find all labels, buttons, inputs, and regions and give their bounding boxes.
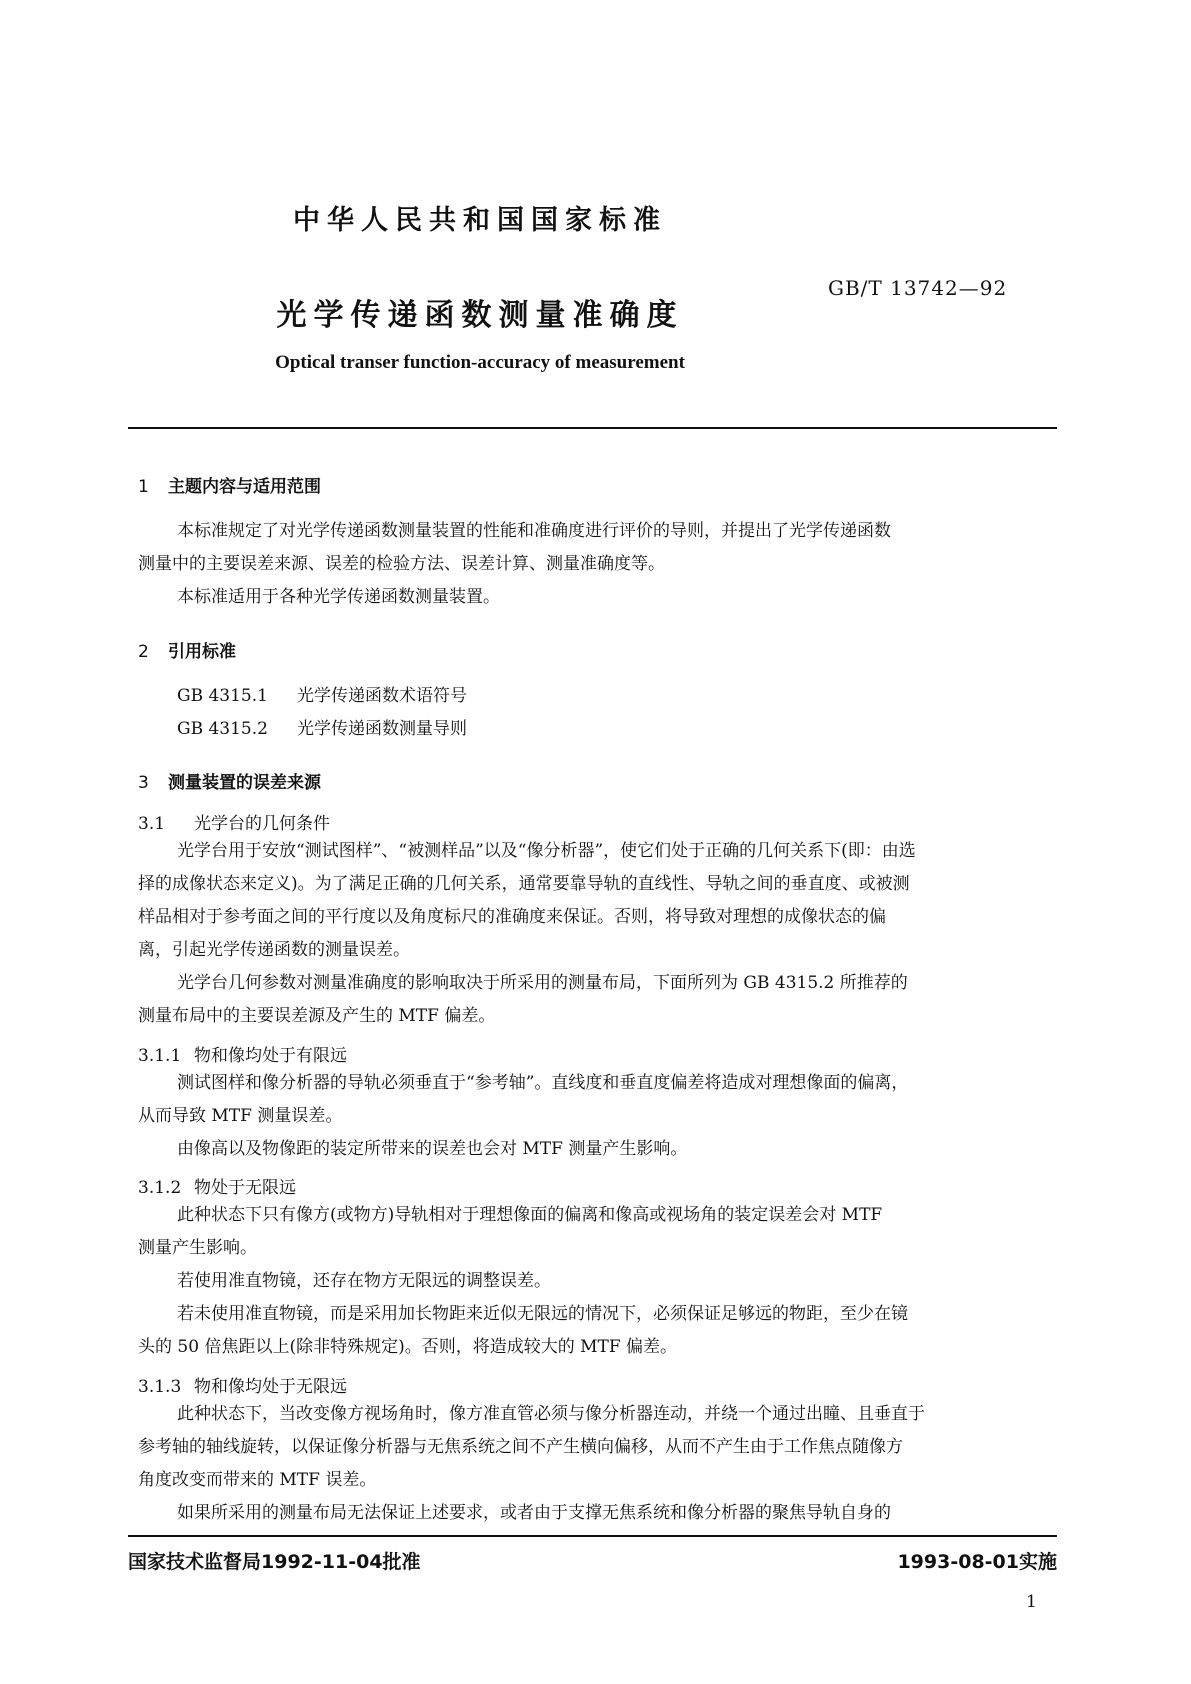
national-standard-heading: 中华人民共和国国家标准 <box>293 205 667 236</box>
paragraph-line: 此种状态下只有像方(或物方)导轨相对于理想像面的偏离和像高或视场角的装定误差会对 MTF <box>177 1205 883 1225</box>
paragraph-line: 角度改变而带来的 MTF 误差。 <box>138 1470 377 1490</box>
section-title: 引用标准 <box>168 642 236 662</box>
subsection-title: 光学台的几何条件 <box>194 814 330 834</box>
section-number: 3 <box>138 773 149 793</box>
reference-code: GB 4315.1 <box>177 686 268 706</box>
section-title: 主题内容与适用范围 <box>168 477 321 497</box>
paragraph-line: 本标准规定了对光学传递函数测量装置的性能和准确度进行评价的导则，并提出了光学传递函数 <box>177 521 891 541</box>
subsection-number: 3.1.1 <box>138 1046 182 1066</box>
reference-item <box>177 714 467 739</box>
footer-divider <box>128 1535 1057 1537</box>
section-2-heading <box>138 637 236 662</box>
paragraph-line: 若使用准直物镜，还存在物方无限远的调整误差。 <box>177 1271 551 1291</box>
paragraph-line: 测量布局中的主要误差源及产生的 MTF 偏差。 <box>138 1006 496 1026</box>
subsection-3-1-3-heading <box>138 1372 347 1397</box>
subsection-number: 3.1.2 <box>138 1178 182 1198</box>
section-number: 2 <box>138 642 149 662</box>
approval-date: 国家技术监督局1992-11-04批准 <box>128 1551 421 1573</box>
paragraph-line: 样品相对于参考面之间的平行度以及角度标尺的准确度来保证。否则，将导致对理想的成像状态的偏 <box>138 907 886 927</box>
paragraph-line: 头的 50 倍焦距以上(除非特殊规定)。否则，将造成较大的 MTF 偏差。 <box>138 1337 678 1357</box>
paragraph-line: 测试图样和像分析器的导轨必须垂直于“参考轴”。直线度和垂直度偏差将造成对理想像面的偏离， <box>177 1073 909 1093</box>
subsection-title: 物和像均处于无限远 <box>194 1377 347 1397</box>
paragraph-line: 测量中的主要误差来源、误差的检验方法、误差计算、测量准确度等。 <box>138 554 665 574</box>
paragraph-line: 参考轴的轴线旋转，以保证像分析器与无焦系统之间不产生横向偏移，从而不产生由于工作焦点随像方 <box>138 1437 903 1457</box>
page-number: 1 <box>1026 1592 1037 1612</box>
paragraph-line: 离，引起光学传递函数的测量误差。 <box>138 940 410 960</box>
document-title-cn: 光学传递函数测量准确度 <box>276 298 684 333</box>
paragraph-line: 择的成像状态来定义)。为了满足正确的几何关系，通常要靠导轨的直线性、导轨之间的垂直度、或被测 <box>138 874 910 894</box>
reference-code: GB 4315.2 <box>177 719 268 739</box>
paragraph-line: 如果所采用的测量布局无法保证上述要求，或者由于支撑无焦系统和像分析器的聚焦导轨自身的 <box>177 1503 891 1523</box>
subsection-title: 物和像均处于有限远 <box>194 1046 347 1066</box>
header-divider <box>128 427 1057 429</box>
subsection-number: 3.1 <box>138 814 166 834</box>
section-1-heading <box>138 472 321 497</box>
section-number: 1 <box>138 477 149 497</box>
paragraph-line: 从而导致 MTF 测量误差。 <box>138 1106 343 1126</box>
reference-title: 光学传递函数术语符号 <box>297 686 467 706</box>
subsection-3-1-2-heading <box>138 1173 296 1198</box>
section-title: 测量装置的误差来源 <box>168 773 321 793</box>
paragraph-line: 光学台用于安放“测试图样”、“被测样品”以及“像分析器”，使它们处于正确的几何关系下(即：由选 <box>177 841 916 861</box>
subsection-title: 物处于无限远 <box>194 1178 296 1198</box>
standard-code: GB/T 13742—92 <box>828 276 1008 300</box>
subsection-3-1-1-heading <box>138 1041 347 1066</box>
effective-date: 1993-08-01实施 <box>897 1551 1057 1573</box>
paragraph-line: 本标准适用于各种光学传递函数测量装置。 <box>177 587 500 607</box>
paragraph-line: 测量产生影响。 <box>138 1238 257 1258</box>
paragraph-line: 此种状态下，当改变像方视场角时，像方准直管必须与像分析器连动，并绕一个通过出瞳、且垂直于 <box>177 1404 925 1424</box>
section-3-heading <box>138 768 321 793</box>
reference-title: 光学传递函数测量导则 <box>297 719 467 739</box>
subsection-number: 3.1.3 <box>138 1377 182 1397</box>
document-title-en: Optical transer function-accuracy of measurement <box>275 352 685 373</box>
paragraph-line: 由像高以及物像距的装定所带来的误差也会对 MTF 测量产生影响。 <box>177 1139 688 1159</box>
reference-item <box>177 681 467 706</box>
paragraph-line: 若未使用准直物镜，而是采用加长物距来近似无限远的情况下，必须保证足够远的物距，至少在镜 <box>177 1304 908 1324</box>
subsection-3-1-heading <box>138 809 330 834</box>
paragraph-line: 光学台几何参数对测量准确度的影响取决于所采用的测量布局，下面所列为 GB 4315.2 所推荐的 <box>177 973 908 993</box>
